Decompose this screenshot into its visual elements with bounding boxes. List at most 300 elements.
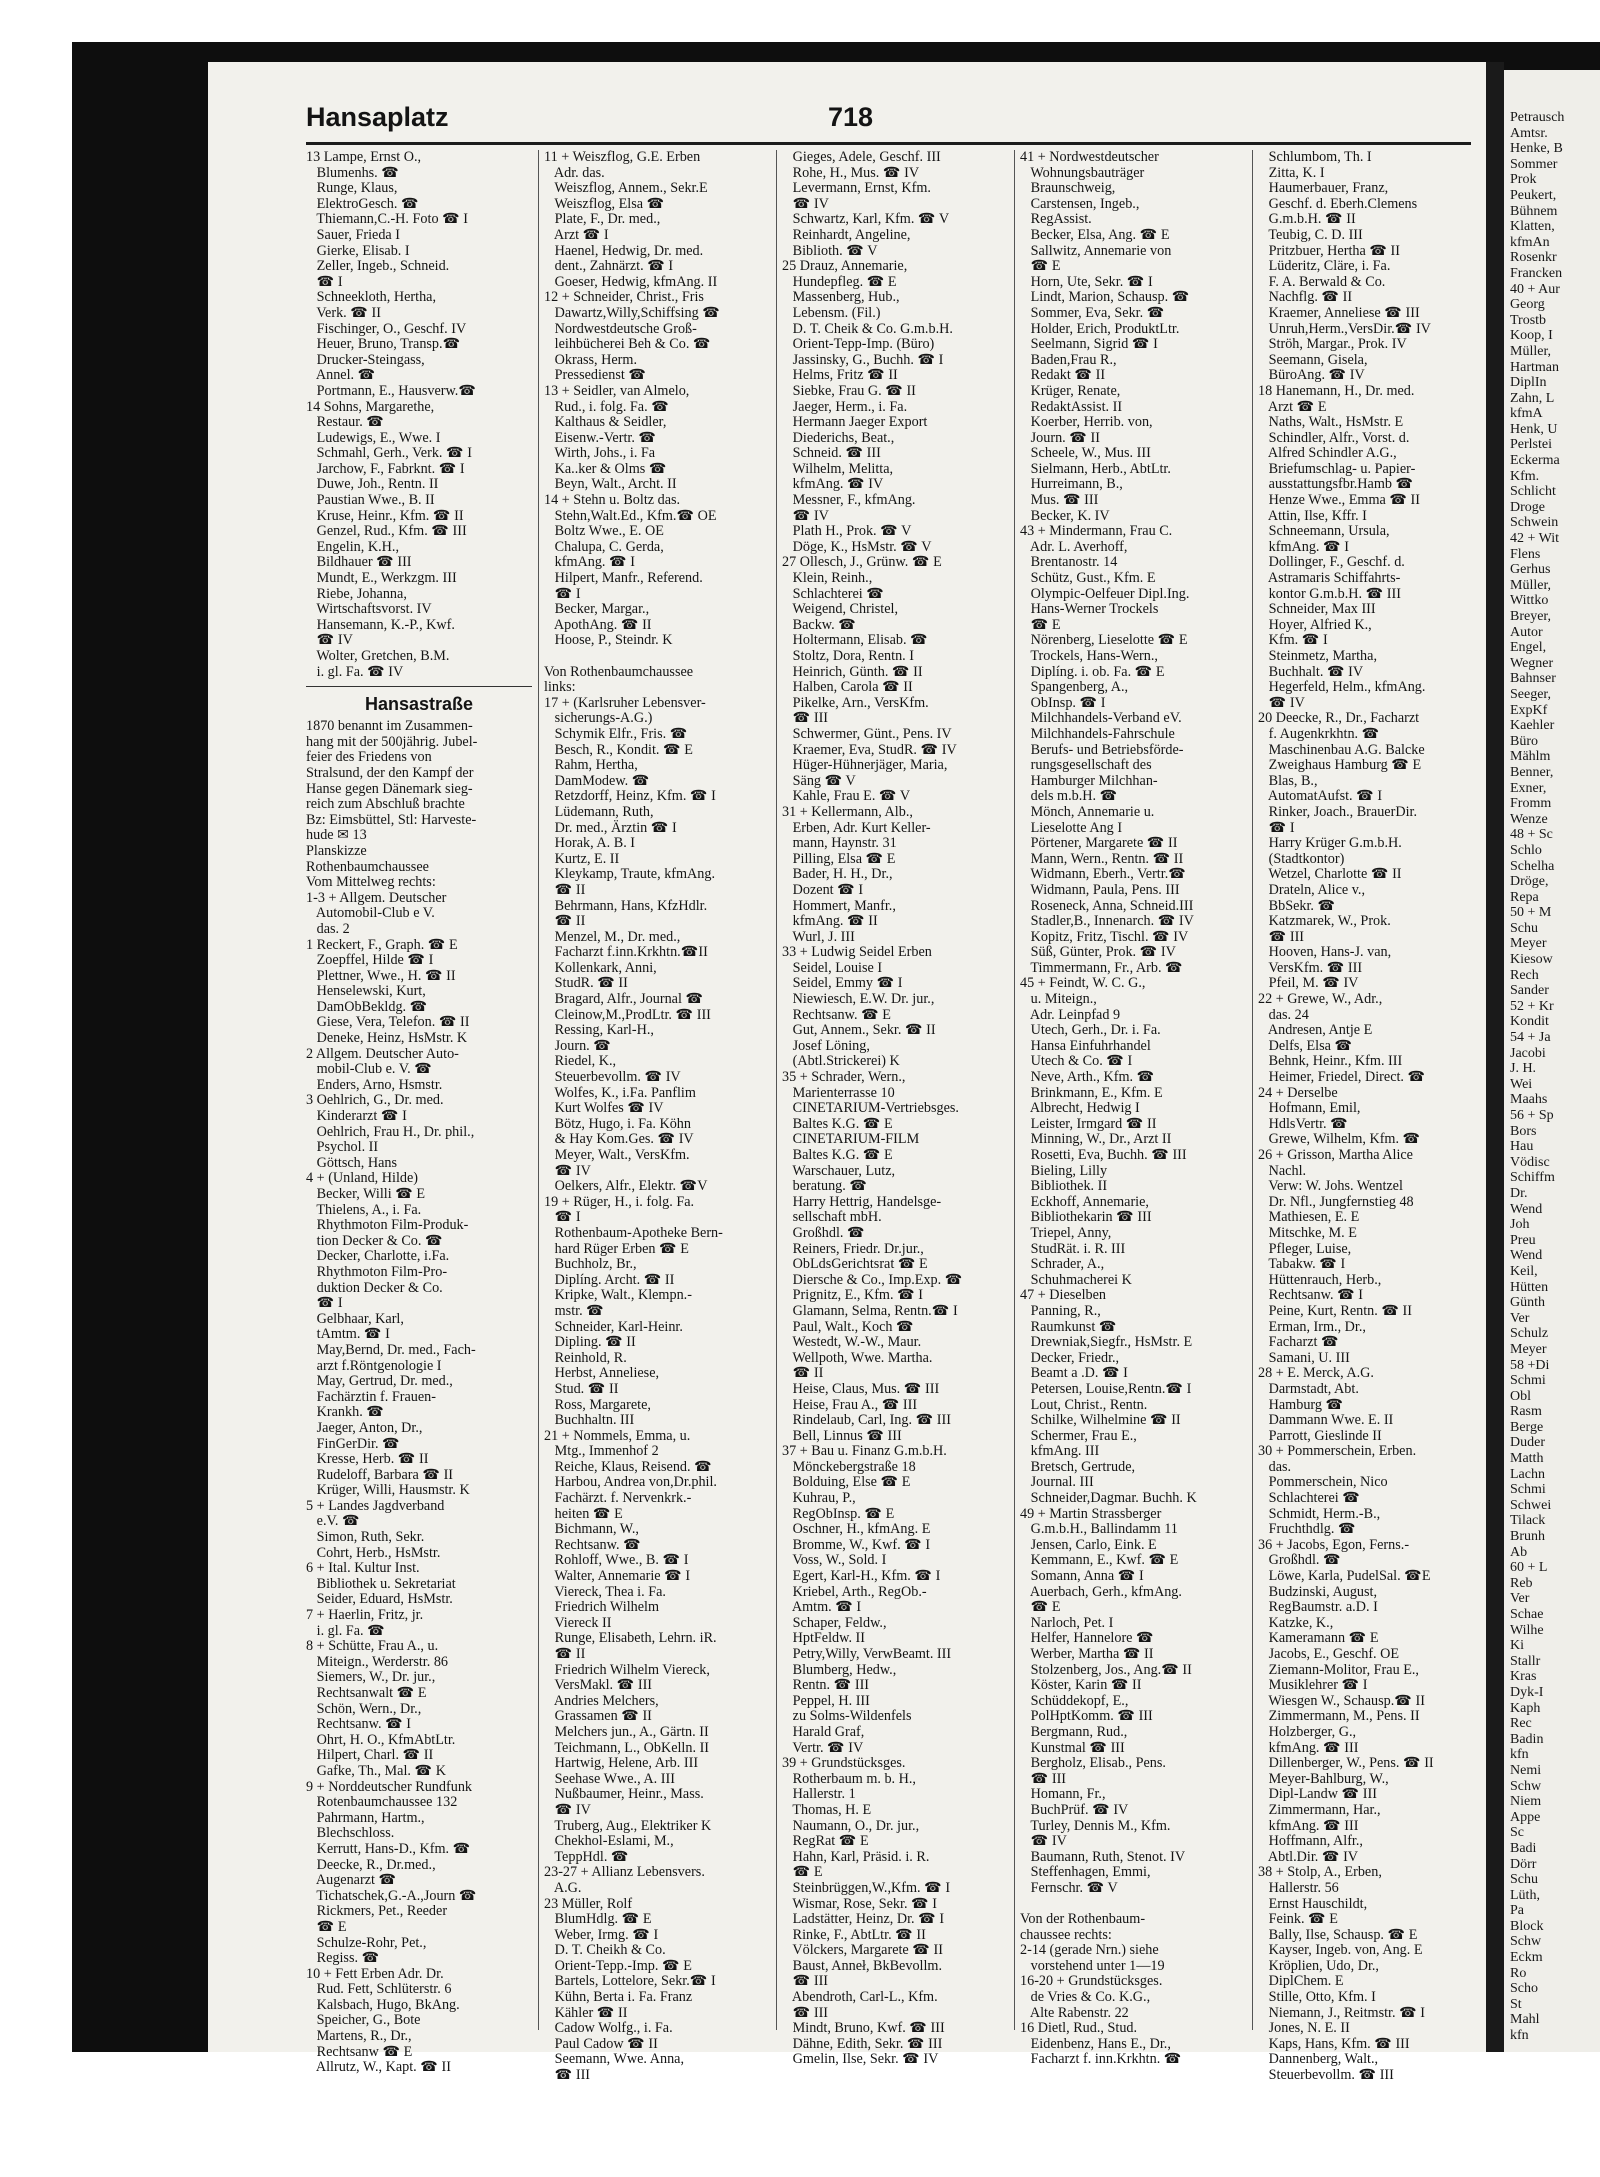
directory-entry-line: 30 + Pommerschein, Erben. xyxy=(1258,1443,1417,1460)
book-gutter xyxy=(1486,62,1504,2052)
directory-entry-line: Jones, N. E. II xyxy=(1258,2020,1350,2037)
directory-entry-line: Bötz, Hugo, i. Fa. Köhn xyxy=(544,1115,691,1132)
directory-entry-line: 38 + Stolp, A., Erben, xyxy=(1258,1864,1382,1881)
directory-entry-line: Lüderitz, Cläre, i. Fa. xyxy=(1258,258,1391,275)
directory-entry-line: Ohrt, H. O., KfmAbtLtr. xyxy=(306,1731,456,1748)
directory-entry-line: Fachärztin f. Frauen- xyxy=(306,1388,437,1405)
directory-entry-line: Kraemer, Anneliese ☎ III xyxy=(1258,304,1420,321)
column-4 xyxy=(1020,149,1246,2068)
directory-entry-line: Rud. Fett, Schlüterstr. 6 xyxy=(306,1981,452,1998)
directory-entry-line: J. H. xyxy=(1510,1061,1537,1077)
directory-entry-line: Menzel, M., Dr. med., xyxy=(544,928,681,945)
directory-entry-line: Rickmers, Pet., Reeder xyxy=(306,1903,448,1920)
directory-entry-line: mstr. ☎ xyxy=(544,1302,604,1319)
directory-entry-line: Rentn. ☎ III xyxy=(782,1677,870,1694)
directory-entry-line: ☎ IV xyxy=(1020,1833,1067,1850)
directory-entry-line: Gieges, Adele, Geschf. III xyxy=(782,149,941,165)
directory-entry-line: 23 Müller, Rolf xyxy=(544,1895,633,1912)
directory-entry-line: 52 + Kr xyxy=(1510,998,1554,1014)
directory-entry-line: Bergholz, Elisab., Pens. xyxy=(1020,1755,1166,1772)
directory-entry-line: Kfm. ☎ I xyxy=(1258,632,1328,649)
directory-entry-line: Narloch, Pet. I xyxy=(1020,1614,1114,1631)
directory-entry-line: Dr. med., Ärztin ☎ I xyxy=(544,819,677,836)
directory-entry-line: Planskizze xyxy=(306,842,367,859)
directory-entry-line: kfmAn xyxy=(1510,234,1550,250)
directory-entry-line: Raumkunst ☎ xyxy=(1020,1318,1117,1335)
directory-entry-line: Mundt, E., Werkzgm. III xyxy=(306,570,457,587)
directory-entry-line: Ladstätter, Heinz, Dr. ☎ I xyxy=(782,1911,945,1928)
directory-entry-line: Zoepffel, Hilde ☎ I xyxy=(306,952,434,969)
directory-entry-line: Seidel, Emmy ☎ I xyxy=(782,975,903,992)
directory-entry-line: Goeser, Hedwig, kfmAng. II xyxy=(544,273,718,290)
directory-entry-line: Bally, Ilse, Schausp. ☎ E xyxy=(1258,1926,1418,1943)
directory-entry-line: Baden,Frau R., xyxy=(1020,351,1117,368)
directory-entry-line: Teichmann, L., ObKelln. II xyxy=(544,1739,710,1756)
directory-entry-line: Wegner xyxy=(1510,655,1554,671)
column-5 xyxy=(1258,149,1480,2084)
directory-entry-line: Bühnem xyxy=(1510,203,1558,219)
directory-entry-line: (Abtl.Strickerei) K xyxy=(782,1053,900,1070)
directory-entry-line: Drucker-Steingass, xyxy=(306,351,425,368)
directory-entry-line: Harbou, Andrea von,Dr.phil. xyxy=(544,1474,717,1491)
directory-entry-line: Pfeil, M. ☎ IV xyxy=(1258,975,1359,992)
directory-entry-line: Erben, Adr. Kurt Keller- xyxy=(782,819,931,836)
directory-entry-line: Ki xyxy=(1510,1638,1524,1654)
directory-entry-line: 7 + Haerlin, Fritz, jr. xyxy=(306,1607,424,1624)
directory-entry-line: St xyxy=(1510,1996,1522,2012)
directory-entry-line: 40 + Aur xyxy=(1510,281,1560,297)
directory-entry-line: Facharzt ☎ xyxy=(1258,1334,1339,1351)
directory-entry-line: Gmelin, Ilse, Sekr. ☎ IV xyxy=(782,2051,939,2068)
directory-entry-line: Wilhe xyxy=(1510,1622,1544,1638)
directory-entry-line: Schwei xyxy=(1510,1497,1552,1513)
directory-entry-line: Rothenbaumchaussee xyxy=(306,858,429,875)
directory-entry-line: Lindt, Marion, Schausp. ☎ xyxy=(1020,289,1190,306)
directory-entry-line: Rasm xyxy=(1510,1404,1542,1420)
directory-entry-line: 35 + Schrader, Wern., xyxy=(782,1069,906,1086)
directory-entry-line: hard Rüger Erben ☎ E xyxy=(544,1240,689,1257)
directory-entry-line: 16-20 + Grundstücksges. xyxy=(1020,1973,1163,1990)
directory-entry-line: Wolfes, K., i.Fa. Panflim xyxy=(544,1084,696,1101)
directory-entry-line: Alfred Schindler A.G., xyxy=(1258,445,1397,462)
directory-entry-line: Obl xyxy=(1510,1388,1531,1404)
directory-entry-line: ☎ IV xyxy=(544,1801,591,1818)
directory-entry-line: Friedrich Wilhelm xyxy=(544,1599,660,1616)
directory-entry-line: Riebe, Johanna, xyxy=(306,585,407,602)
directory-entry-line: Krüger, Willi, Hausmstr. K xyxy=(306,1482,470,1499)
directory-entry-line: Okrass, Herm. xyxy=(544,351,637,368)
directory-entry-line: Minning, W., Dr., Arzt II xyxy=(1020,1131,1172,1148)
directory-entry-line: Grewe, Wilhelm, Kfm. ☎ xyxy=(1258,1131,1421,1148)
directory-entry-line: ObInsp. ☎ I xyxy=(1020,694,1106,711)
directory-entry-line: 11 + Weiszflog, G.E. Erben xyxy=(544,149,701,165)
directory-entry-line: Schwein xyxy=(1510,515,1559,531)
directory-entry-line: Wirth, Johs., i. Fa xyxy=(544,445,656,462)
directory-entry-line: Paul Cadow ☎ II xyxy=(544,2035,658,2052)
directory-entry-line: Naths, Walt., HsMstr. E xyxy=(1258,414,1404,431)
directory-entry-line: Flens xyxy=(1510,546,1541,562)
directory-entry-line: Wiesgen W., Schausp.☎ II xyxy=(1258,1692,1425,1709)
directory-entry-line: Wilhelm, Melitta, xyxy=(782,460,894,477)
directory-entry-line: Josef Löning, xyxy=(782,1037,870,1054)
directory-entry-line: Mus. ☎ III xyxy=(1020,492,1099,509)
directory-entry-line: Engelin, K.H., xyxy=(306,538,399,555)
directory-entry-line: ☎ I xyxy=(544,585,581,602)
directory-entry-line: Simon, Ruth, Sekr. xyxy=(306,1529,425,1546)
directory-entry-line: Schneider, Karl-Heinr. xyxy=(544,1318,683,1335)
directory-entry-line: Schlo xyxy=(1510,842,1542,858)
directory-entry-line: Brentanostr. 14 xyxy=(1020,554,1118,571)
directory-entry-line: Haenel, Hedwig, Dr. med. xyxy=(544,242,704,259)
directory-entry-line: Paul, Walt., Koch ☎ xyxy=(782,1318,914,1335)
directory-entry-line: Vertr. ☎ IV xyxy=(782,1739,864,1756)
directory-entry-line: G.m.b.H. ☎ II xyxy=(1258,211,1356,228)
directory-entry-line: Voss, W., Sold. I xyxy=(782,1552,887,1569)
directory-entry-line: Timmermann, Fr., Arb. ☎ xyxy=(1020,959,1183,976)
directory-entry-line: Hallerstr. 56 xyxy=(1258,1879,1339,1896)
directory-entry-line: 1870 benannt im Zusammen- xyxy=(306,718,473,735)
directory-entry-line: Deneke, Heinz, HsMstr. K xyxy=(306,1030,468,1047)
directory-entry-line: Seelmann, Sigrid ☎ I xyxy=(1020,336,1158,353)
directory-entry-line: Rechtsanw. ☎ E xyxy=(782,1006,891,1023)
directory-entry-line: Turley, Dennis M., Kfm. xyxy=(1020,1817,1171,1834)
directory-entry-line: Wei xyxy=(1510,1076,1533,1092)
directory-entry-line: 33 + Ludwig Seidel Erben xyxy=(782,944,932,961)
directory-entry-line: Miteign., Werderstr. 86 xyxy=(306,1653,449,1670)
directory-entry-line: Großhdl. ☎ xyxy=(1258,1552,1341,1569)
directory-entry-line: Wellpoth, Wwe. Martha. xyxy=(782,1349,933,1366)
directory-entry-line: Teubig, C. D. III xyxy=(1258,226,1363,243)
directory-entry-line: Homann, Fr., xyxy=(1020,1786,1106,1803)
directory-entry-line: Runge, Klaus, xyxy=(306,180,398,197)
directory-entry-line: Bretsch, Gertrude, xyxy=(1020,1458,1136,1475)
directory-entry-line: Schlicht xyxy=(1510,484,1556,500)
directory-entry-line: Niewiesch, E.W. Dr. jur., xyxy=(782,991,935,1008)
directory-entry-line: Rotenbaumchaussee 132 xyxy=(306,1794,458,1811)
directory-entry-line: Verk. ☎ II xyxy=(306,304,381,321)
directory-entry-line: feier des Friedens von xyxy=(306,749,432,766)
directory-entry-line: Portmann, E., Hausverw.☎ xyxy=(306,382,477,399)
directory-entry-line: Schulz xyxy=(1510,1326,1549,1342)
directory-entry-line: Koerber, Herrib. von, xyxy=(1020,414,1153,431)
directory-entry-line: Marienterrasse 10 xyxy=(782,1084,895,1101)
directory-entry-line: Horak, A. B. I xyxy=(544,835,636,852)
directory-entry-line: Sallwitz, Annemarie von xyxy=(1020,242,1172,259)
next-page-fragments xyxy=(1510,110,1600,2044)
directory-entry-line: Drewniak,Siegfr., HsMstr. E xyxy=(1020,1334,1193,1351)
directory-entry-line: Massenberg, Hub., xyxy=(782,289,900,306)
directory-entry-line: Stralsund, der den Kampf der xyxy=(306,764,474,781)
directory-entry-line: Duwe, Joh., Rentn. II xyxy=(306,476,439,493)
directory-entry-line: Siebke, Frau G. ☎ II xyxy=(782,382,916,399)
directory-entry-line: Siemers, W., Dr. jur., xyxy=(306,1669,436,1686)
directory-entry-line: Ernst Hauschildt, xyxy=(1258,1895,1368,1912)
directory-entry-line: Somann, Anna ☎ I xyxy=(1020,1568,1144,1585)
directory-entry-line: ☎ III xyxy=(782,1973,829,1990)
directory-entry-line: Adr. L. Averhoff, xyxy=(1020,538,1128,555)
directory-entry-line: Levermann, Ernst, Kfm. xyxy=(782,180,931,197)
directory-entry-line: Kollenkark, Anni, xyxy=(544,959,657,976)
directory-entry-line: zu Solms-Wildenfels xyxy=(782,1708,912,1725)
directory-entry-line: Halben, Carola ☎ II xyxy=(782,679,913,696)
directory-entry-line: Nordwestdeutsche Groß- xyxy=(544,320,697,337)
directory-entry-line: Blas, B., xyxy=(1258,772,1318,789)
directory-entry-line: Oschner, H., kfmAng. E xyxy=(782,1521,931,1538)
directory-entry-line: ☎ I xyxy=(306,273,343,290)
directory-entry-line: Rahm, Hertha, xyxy=(544,757,638,774)
directory-entry-line: reich zum Abschluß brachte xyxy=(306,796,465,813)
next-page-edge xyxy=(1504,70,1600,2052)
directory-entry-line: Werber, Martha ☎ II xyxy=(1020,1646,1154,1662)
directory-entry-line: Rinke, F., AbtLtr. ☎ II xyxy=(782,1926,926,1943)
directory-entry-line: 1 Reckert, F., Graph. ☎ E xyxy=(306,936,458,953)
directory-entry-line: Bahnser xyxy=(1510,671,1556,687)
directory-entry-line: Redakt ☎ II xyxy=(1020,367,1106,384)
directory-entry-line: Dannenberg, Walt., xyxy=(1258,2051,1379,2068)
directory-entry-line: 1-3 + Allgem. Deutscher xyxy=(306,889,447,906)
directory-entry-line: Diersche & Co., Imp.Exp. ☎ xyxy=(782,1271,963,1288)
directory-entry-line: Breyer, xyxy=(1510,609,1552,624)
directory-entry-line: Schuhmacherei K xyxy=(1020,1271,1132,1288)
directory-entry-line: Stehn,Walt.Ed., Kfm.☎ OE xyxy=(544,507,717,524)
directory-entry-line: Kresse, Herb. ☎ II xyxy=(306,1451,429,1468)
directory-entry-line: Andresen, Antje E xyxy=(1258,1022,1373,1039)
column-3 xyxy=(782,149,1008,2068)
directory-entry-line: Auerbach, Gerh., kfmAng. xyxy=(1020,1583,1182,1600)
directory-entry-line: Kinderarzt ☎ I xyxy=(306,1108,407,1125)
column-3-entries xyxy=(782,150,1008,2068)
column-2-entries xyxy=(544,150,770,2084)
directory-entry-line: Stud. ☎ II xyxy=(544,1380,619,1397)
directory-entry-line: 37 + Bau u. Finanz G.m.b.H. xyxy=(782,1443,947,1460)
directory-entry-line: de Vries & Co. K.G., xyxy=(1020,1989,1151,2006)
directory-entry-line: ☎ I xyxy=(1258,819,1295,836)
directory-entry-line: Dipl-Landw ☎ III xyxy=(1258,1786,1377,1803)
directory-entry-line: Spangenberg, A., xyxy=(1020,679,1129,696)
directory-entry-line: hang mit der 500jährig. Jubel- xyxy=(306,733,478,750)
directory-entry-line: 39 + Grundstücksges. xyxy=(782,1755,906,1772)
directory-entry-line: Ströh, Margar., Prok. IV xyxy=(1258,336,1407,353)
directory-entry-line: Schw xyxy=(1510,1778,1542,1794)
directory-entry-line: Bolduing, Else ☎ E xyxy=(782,1474,911,1491)
directory-entry-line: Eckhoff, Annemarie, xyxy=(1020,1193,1149,1210)
directory-entry-line: Buchhalt. ☎ IV xyxy=(1258,663,1364,680)
directory-entry-line: Heuer, Bruno, Transp.☎ xyxy=(306,336,461,353)
directory-entry-line: Blumenhs. ☎ xyxy=(306,164,399,181)
directory-entry-line: dent., Zahnärzt. ☎ I xyxy=(544,258,674,275)
directory-entry-line: RedaktAssist. II xyxy=(1020,398,1123,415)
directory-entry-line: Cadow Wolfg., i. Fa. xyxy=(544,2020,673,2037)
directory-entry-line: Riedel, K., xyxy=(544,1053,617,1070)
directory-entry-line: Egert, Karl-H., Kfm. ☎ I xyxy=(782,1568,941,1585)
directory-entry-line: Rechtsanw ☎ E xyxy=(306,2043,413,2060)
directory-entry-line: Hegerfeld, Helm., kfmAng. xyxy=(1258,679,1426,696)
directory-entry-line: Dammann Wwe. E. II xyxy=(1258,1412,1394,1429)
directory-entry-line: Horn, Ute, Sekr. ☎ I xyxy=(1020,273,1153,290)
directory-entry-line: ☎ E xyxy=(782,1864,823,1881)
directory-entry-line: Peine, Kurt, Rentn. ☎ II xyxy=(1258,1302,1413,1319)
directory-entry-line: Haumerbauer, Franz, xyxy=(1258,180,1389,197)
directory-entry-line: Ross, Margarete, xyxy=(544,1396,651,1413)
directory-entry-line: Utech & Co. ☎ I xyxy=(1020,1053,1133,1070)
directory-entry-line: ☎ IV xyxy=(544,1162,591,1179)
directory-entry-line: D. T. Cheik & Co. G.m.b.H. xyxy=(782,320,953,337)
directory-entry-line: Rhythmoton Film-Pro- xyxy=(306,1263,448,1280)
directory-entry-line: kfmAng. ☎ II xyxy=(782,913,878,930)
directory-entry-line: Zimmermann, Har., xyxy=(1258,1801,1381,1818)
directory-entry-line: Holtermann, Elisab. ☎ xyxy=(782,632,928,649)
directory-entry-line: Schneekloth, Hertha, xyxy=(306,289,437,306)
directory-entry-line: Schelha xyxy=(1510,858,1555,874)
directory-entry-line: ExpKf xyxy=(1510,702,1548,718)
directory-entry-line: Baumann, Ruth, Stenot. IV xyxy=(1020,1848,1186,1865)
directory-entry-line: Gerhus xyxy=(1510,562,1551,578)
directory-entry-line: VersMakl. ☎ III xyxy=(544,1677,653,1694)
directory-entry-line: Blumberg, Hedw., xyxy=(782,1661,897,1678)
directory-entry-line: Geschf. d. Eberh.Clemens xyxy=(1258,195,1418,212)
directory-entry-line: 42 + Wit xyxy=(1510,531,1560,547)
directory-entry-line: Pörtener, Margarete ☎ II xyxy=(1020,835,1178,852)
directory-entry-line: ☎ I xyxy=(306,1295,343,1312)
directory-entry-line: Genzel, Rud., Kfm. ☎ III xyxy=(306,523,467,540)
directory-entry-line: Warschauer, Lutz, xyxy=(782,1162,896,1179)
directory-entry-line: 18 Hanemann, H., Dr. med. xyxy=(1258,382,1415,399)
directory-entry-line: Koop, I xyxy=(1510,328,1553,344)
directory-entry-line: Cleinow,M.,ProdLtr. ☎ III xyxy=(544,1006,711,1023)
directory-entry-line: Truberg, Aug., Elektriker K xyxy=(544,1817,712,1834)
directory-entry-line: Diplíng. Archt. ☎ II xyxy=(544,1271,675,1288)
directory-entry-line: Bors xyxy=(1510,1123,1537,1139)
directory-entry-line: Nemi xyxy=(1510,1762,1542,1778)
directory-entry-line: Weber, Irmg. ☎ I xyxy=(544,1926,659,1943)
directory-entry-line: ☎ IV xyxy=(782,507,829,524)
directory-entry-line: Appe xyxy=(1510,1809,1541,1825)
directory-entry-line: Sauer, Frieda I xyxy=(306,226,400,243)
directory-entry-line: Unruh,Herm.,VersDir.☎ IV xyxy=(1258,320,1431,337)
directory-entry-line: 58 +Di xyxy=(1510,1357,1550,1373)
directory-entry-line: ☎ E xyxy=(1020,258,1061,275)
directory-entry-line: 49 + Martin Strassberger xyxy=(1020,1505,1162,1522)
directory-entry-line: Göttsch, Hans xyxy=(306,1154,398,1171)
directory-entry-line: Prignitz, E., Kfm. ☎ I xyxy=(782,1287,924,1304)
directory-entry-line: Adr. Leinpfad 9 xyxy=(1020,1006,1121,1023)
directory-entry-line: Wirtschaftsvorst. IV xyxy=(306,601,432,618)
directory-entry-line: ☎ IV xyxy=(1258,694,1305,711)
directory-entry-line: 14 + Stehn u. Boltz das. xyxy=(544,492,681,509)
directory-entry-line: Dozent ☎ I xyxy=(782,881,864,898)
directory-entry-line: Hilpert, Charl. ☎ II xyxy=(306,1747,434,1764)
directory-entry-line: Dr. xyxy=(1510,1185,1528,1201)
directory-entry-line: Seemann, Wwe. Anna, xyxy=(544,2051,685,2068)
section-divider xyxy=(306,686,532,687)
directory-entry-line: Rechtsanw. ☎ I xyxy=(1258,1287,1364,1304)
directory-entry-line: Martens, R., Dr., xyxy=(306,2028,412,2045)
directory-entry-line: Nachflg. ☎ II xyxy=(1258,289,1353,306)
directory-entry-line: Müller, xyxy=(1510,343,1552,359)
directory-entry-line: HdlsVertr. ☎ xyxy=(1258,1115,1348,1132)
directory-entry-line: Mönch, Annemarie u. xyxy=(1020,803,1155,820)
directory-entry-line: heiten ☎ E xyxy=(544,1505,623,1522)
column-5-entries xyxy=(1258,150,1480,2084)
directory-entry-line: HptFeldw. II xyxy=(782,1630,866,1647)
directory-entry-line: Samani, U. III xyxy=(1258,1349,1350,1366)
directory-entry-line: i. gl. Fa. ☎ IV xyxy=(306,663,404,680)
directory-entry-line: Köster, Karin ☎ II xyxy=(1020,1677,1142,1694)
directory-entry-line: Döge, K., HsMstr. ☎ V xyxy=(782,538,932,555)
directory-entry-line: Viereck II xyxy=(544,1614,612,1631)
directory-entry-line: Meyer, Walt., VersKfm. xyxy=(544,1147,690,1163)
directory-entry-line: Lüdemann, Ruth, xyxy=(544,803,654,820)
directory-entry-line: RegRat ☎ E xyxy=(782,1833,869,1850)
directory-entry-line: May,Bernd, Dr. med., Fach- xyxy=(306,1341,476,1358)
directory-entry-line: Harry Hettrig, Handelsge- xyxy=(782,1193,942,1210)
directory-entry-line: dels m.b.H. ☎ xyxy=(1020,788,1118,805)
directory-entry-line: Schneemann, Ursula, xyxy=(1258,523,1390,540)
directory-entry-line: Weigend, Christel, xyxy=(782,601,899,618)
directory-entry-line: Blechschloss. xyxy=(306,1825,395,1842)
directory-entry-line: Hoyer, Alfried K., xyxy=(1258,616,1372,633)
directory-entry-line: Seemann, Gisela, xyxy=(1258,351,1368,368)
directory-entry-line: ☎ III xyxy=(1258,928,1305,945)
directory-entry-line: Meyer xyxy=(1510,1341,1547,1357)
directory-entry-line: Orient-Tepp.-Imp. ☎ E xyxy=(544,1957,692,1974)
directory-entry-line: Jarchow, F., Fabrknt. ☎ I xyxy=(306,460,465,477)
directory-entry-line: Petrausch xyxy=(1510,110,1565,125)
directory-entry-line: hude ✉ 13 xyxy=(306,827,367,844)
directory-entry-line: ☎ IV xyxy=(306,632,353,649)
directory-entry-line: Oehlrich, Frau H., Dr. phil., xyxy=(306,1123,475,1140)
directory-entry-line: Schüddekopf, E., xyxy=(1020,1692,1129,1709)
directory-entry-line: 24 + Derselbe xyxy=(1258,1084,1338,1101)
directory-entry-line: Schu xyxy=(1510,1872,1538,1888)
directory-entry-line: Schu xyxy=(1510,920,1538,936)
directory-entry-line: Trostb xyxy=(1510,312,1547,328)
directory-entry-line: Chekhol-Eslami, M., xyxy=(544,1833,674,1850)
directory-entry-line: DamObBekldg. ☎ xyxy=(306,998,428,1015)
directory-entry-line: Georg xyxy=(1510,297,1545,313)
directory-entry-line: Rechtsanwalt ☎ E xyxy=(306,1685,427,1701)
directory-entry-line: Gelbhaar, Karl, xyxy=(306,1310,404,1327)
directory-entry-line: Runge, Elisabeth, Lehrn. iR. xyxy=(544,1630,717,1647)
directory-entry-line: Ludewigs, E., Wwe. I xyxy=(306,429,441,446)
directory-entry-line: 25 Drauz, Annemarie, xyxy=(782,258,908,275)
directory-entry-line: Tabakw. ☎ I xyxy=(1258,1256,1346,1273)
directory-entry-line: Ver xyxy=(1510,1310,1530,1326)
directory-entry-line: 21 + Nommels, Emma, u. xyxy=(544,1427,691,1444)
directory-entry-line: Meyer-Bahlburg, W., xyxy=(1258,1770,1389,1787)
directory-entry-line xyxy=(544,649,770,665)
directory-entry-line: Rechtsanw. ☎ I xyxy=(306,1716,412,1733)
directory-entry-line: Sielmann, Herb., AbtLtr. xyxy=(1020,460,1171,477)
directory-entry-line: Schw xyxy=(1510,1934,1542,1950)
directory-entry-line: Hamburg ☎ xyxy=(1258,1396,1344,1413)
directory-entry-line: Baust, Anneł, BkBevollm. xyxy=(782,1957,943,1974)
directory-entry-line: Reiners, Friedr. Dr.jur., xyxy=(782,1240,924,1257)
directory-entry-line: Steinbrüggen,W.,Kfm. ☎ I xyxy=(782,1879,951,1896)
directory-entry-line: Prok xyxy=(1510,172,1537,188)
directory-entry-line: Kaps, Hans, Kfm. ☎ III xyxy=(1258,2035,1410,2052)
column-divider xyxy=(1014,150,1015,2030)
directory-entry-line: Restaur. ☎ xyxy=(306,414,384,431)
directory-entry-line: ☎ II xyxy=(544,1646,586,1662)
directory-entry-line: Hallerstr. 1 xyxy=(782,1786,856,1803)
directory-entry-line: Holder, Erich, ProduktLtr. xyxy=(1020,320,1180,337)
directory-entry-line: Biblioth. ☎ V xyxy=(782,242,878,259)
directory-entry-line: Schindler, Alfr., Vorst. d. xyxy=(1258,429,1410,446)
directory-entry-line: ☎ III xyxy=(1020,1770,1067,1787)
directory-entry-line: Henke, B xyxy=(1510,141,1563,157)
directory-entry-line: ☎ II xyxy=(544,913,586,930)
